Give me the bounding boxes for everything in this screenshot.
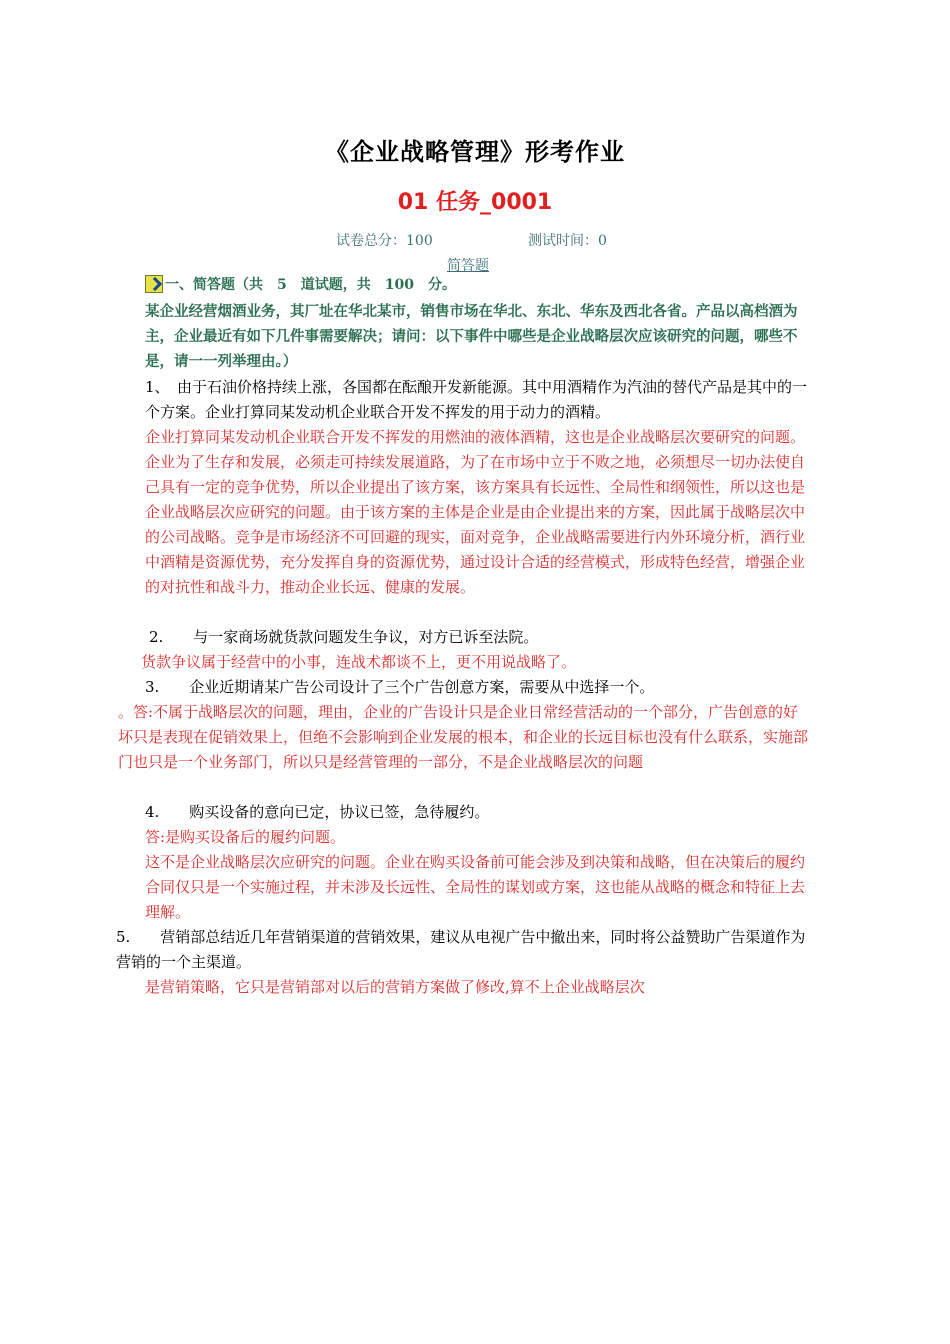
answer-4: 这不是企业战略层次应研究的问题。企业在购买设备前可能会涉及到决策和战略，但在决策后的履约合同仅只是一个实施过程，并未涉及长远性、全局性的谋划或方案，这也能从战略的概念和特征上去理解。 bbox=[145, 853, 806, 921]
total-score: 试卷总分：100 bbox=[336, 233, 433, 249]
answer-3: 。答:不属于战略层次的问题，理由，企业的广告设计只是企业日常经营活动的一个部分，广告创意的好坏只是表现在促销效果上，但绝不会影响到企业发展的根本，和企业的长远目标也没有什么联系，实施部门也只是一个业务部门，所以只是经营管理的一部分，不是企业战略层次的问题 bbox=[118, 703, 809, 771]
question-1: 1、 由于石油价格持续上涨，各国都在酝酿开发新能源。其中用酒精作为汽油的替代产品是其中的一个方案。企业打算同某发动机企业联合开发不挥发的用于动力的酒精。 bbox=[145, 378, 808, 421]
document-title: 《企业战略管理》形考作业 bbox=[325, 138, 625, 166]
answer-1: 企业打算同某发动机企业联合开发不挥发的用燃油的液体酒精，这也是企业战略层次要研究的问题。企业为了生存和发展，必须走可持续发展道路，为了在市场中立于不败之地，必须想尽一切办法使自己具有一定的竞争优势，所以企业提出了该方案，该方案具有长远性、全局性和纲领性，所以这也是企业战略层次应研究的问题。由于该方案的主体是企业是由企业提出来的方案，因此属于战略层次中的公司战略。竞争是市场经济不可回避的现实，面对竞争，企业战略需要进行内外环境分析，酒行业中酒精是资源优势，充分发挥自身的资源优势，通过设计合适的经营模式，形成特色经营，增强企业的对抗性和战斗力，推动企业长远、健康的发展。 bbox=[145, 428, 806, 596]
section-arrow-icon bbox=[145, 275, 163, 293]
answer-4-summary: 答:是购买设备后的履约问题。 bbox=[145, 828, 346, 846]
question-2: 2. 与一家商场就货款问题发生争议，对方已诉至法院。 bbox=[149, 628, 539, 646]
question-4: 4. 购买设备的意向已定，协议已签，急待履约。 bbox=[145, 803, 490, 821]
section-heading-text: 一、简答题（共 5 道试题，共 100 分。 bbox=[165, 277, 456, 293]
task-subtitle: 01 任务_0001 bbox=[397, 190, 553, 215]
test-time: 测试时间：0 bbox=[528, 233, 607, 249]
answer-5: 是营销策略，它只是营销部对以后的营销方案做了修改,算不上企业战略层次 bbox=[145, 978, 645, 996]
question-3: 3. 企业近期请某广告公司设计了三个广告创意方案，需要从中选择一个。 bbox=[145, 678, 655, 696]
answer-2: 货款争议属于经营中的小事，连战术都谈不上，更不用说战略了。 bbox=[141, 653, 577, 671]
question-intro: 某企业经营烟酒业务，其厂址在华北某市，销售市场在华北、东北、华东及西北各省。产品以高档酒为主，企业最近有如下几件事需要解决；请问：以下事件中哪些是企业战略层次应该研究的问题，哪些不是，请一一列举理由。） bbox=[145, 303, 798, 370]
section-heading bbox=[145, 274, 456, 294]
section-link-short-answer[interactable]: 简答题 bbox=[447, 258, 489, 274]
question-5: 5. 营销部总结近几年营销渠道的营销效果，建议从电视广告中撤出来，同时将公益赞助广告渠道作为营销的一个主渠道。 bbox=[116, 928, 806, 971]
